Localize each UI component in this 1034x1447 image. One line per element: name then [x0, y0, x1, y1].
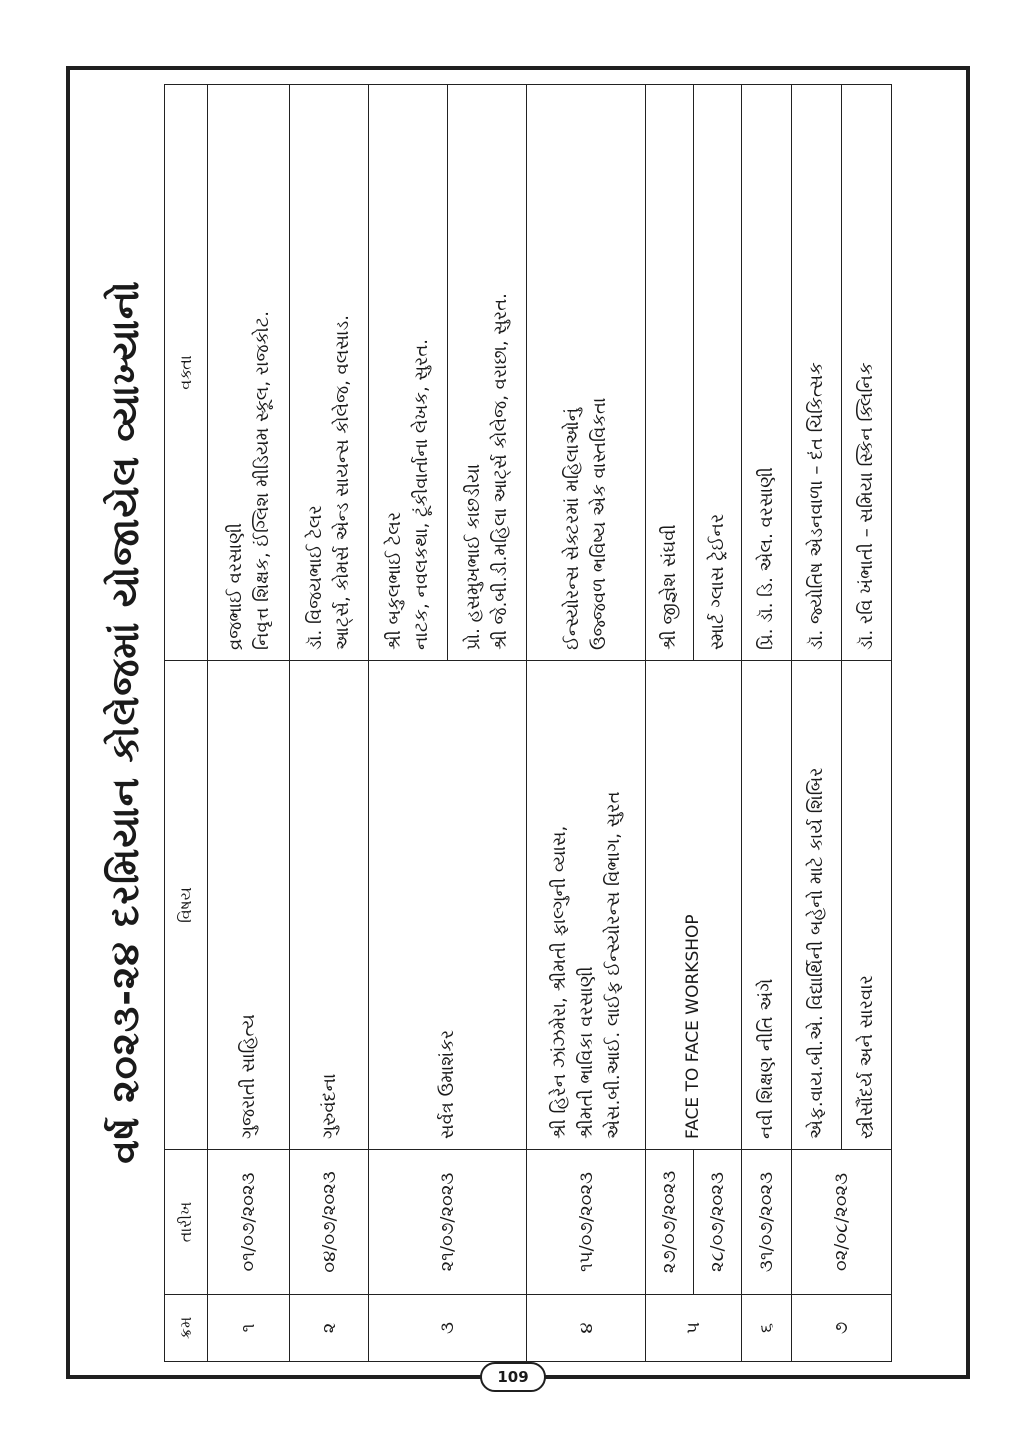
- page-title: વર્ષ ૨૦૨૩-૨૪ દરમિયાન કોલેજમાં યોજાયેલ વ્યાખ્યાનો: [103, 280, 147, 1164]
- row-speaker: ડૉ. વિજયભાઈ ટેલર આર્ટ્સ, કોમર્સ એન્ડ સાયન્સ કોલેજ, વલસાડ.: [290, 85, 369, 661]
- header-date: તારીખ: [165, 1150, 208, 1295]
- row-number: ૧: [208, 1295, 290, 1362]
- row-date: ૧૫/૦૭/૨૦૨૩: [527, 1150, 646, 1295]
- table-row: [369, 85, 448, 1362]
- row-number: ૭: [792, 1295, 892, 1362]
- table-header-row: [165, 85, 208, 1362]
- row-number: ૨: [290, 1295, 369, 1362]
- row-subject: સર્વત્ર ઉમાશંકર: [369, 661, 527, 1150]
- row-date: ૦૪/૦૭/૨૦૨૩: [290, 1150, 369, 1295]
- row-date: ૨૧/૦૭/૨૦૨૩: [369, 1150, 527, 1295]
- header-no: ક્રમ: [165, 1295, 208, 1362]
- row-subject: શ્રી હિરેન ઝાંઝમેરા, શ્રીમતી ફાલ્ગુની વ્યાસ, શ્રીમતી ભાવિકા વરસાણી એસ.બી.આઈ. લાઈફ ઈન્સ્યોરન્સ વિભાગ, સુરત: [527, 661, 646, 1150]
- row-date: ૩૧/૦૭/૨૦૨૩: [742, 1150, 792, 1295]
- row-number: ૪: [527, 1295, 646, 1362]
- lectures-table: [164, 84, 892, 1362]
- row-subject: ગુરુવંદના: [290, 661, 369, 1150]
- row-number: ૫: [646, 1295, 742, 1362]
- row-date: ૨૮/૦૭/૨૦૨૩: [694, 1150, 742, 1295]
- row-speaker: ડૉ. રવિ ખંભાતી – સમિયા સ્કિન ક્લિનિક: [842, 85, 892, 661]
- row-date: ૨૭/૦૭/૨૦૨૩: [646, 1150, 694, 1295]
- row-speaker: સ્માર્ટ ગ્લાસ ટ્રેઈનર: [694, 85, 742, 661]
- table-row: [527, 85, 646, 1362]
- row-speaker: ઈન્સ્યોરન્સ સેક્ટરમાં મહિલાઓનું ઉજ્જવળ ભવિષ્ય એક વાસ્તવિકતા: [527, 85, 646, 661]
- header-speaker: વક્તા: [165, 85, 208, 661]
- row-subject: FACE TO FACE WORKSHOP: [646, 661, 742, 1150]
- row-speaker: ડૉ. જ્યોતિષ એડનવાળા – દંત ચિકિત્સક: [792, 85, 842, 661]
- table-row: [742, 85, 792, 1362]
- row-date: ૦૧/૦૭/૨૦૨૩: [208, 1150, 290, 1295]
- row-speaker: વ્રજભાઈ વરસાણી નિવૃત્ત શિક્ષક, ઈંગ્લિશ મીડિયમ સ્કૂલ, રાજકોટ.: [208, 85, 290, 661]
- row-number: ૬: [742, 1295, 792, 1362]
- table-row: [290, 85, 369, 1362]
- table-row: [646, 85, 694, 1362]
- row-subject: ગુજરાતી સાહિત્ય: [208, 661, 290, 1150]
- row-speaker: શ્રી બકુલભાઈ ટેલર નાટક, નવલકથા, ટૂંકીવાર્તાના લેખક, સુરત.: [369, 85, 448, 661]
- row-speaker: પ્રિ. ડૉ. ડિ. એલ. વરસાણી: [742, 85, 792, 661]
- row-subject: એફ.વાય.બી.એ. વિદ્યાર્થિની બહેનો માટે કાર્ય શિબિર: [792, 661, 842, 1150]
- table-row: [208, 85, 290, 1362]
- row-speaker: પ્રો. હસમુખભાઈ કાછડીયા શ્રી જે.બી.ડી.મહિલા આર્ટ્સ કોલેજ, વરાછા, સુરત.: [448, 85, 527, 661]
- row-subject: સ્ત્રીસૌંદર્ય અને સારવાર: [842, 661, 892, 1150]
- table-row: [792, 85, 842, 1362]
- row-subject: નવી શિક્ષણ નીતિ અંગે: [742, 661, 792, 1150]
- header-subject: વિષય: [165, 661, 208, 1150]
- row-speaker: શ્રી જીજ્ઞેશ સંઘવી: [646, 85, 694, 661]
- rotated-content: [84, 82, 954, 1362]
- row-date: ૦૨/૦૮/૨૦૨૩: [792, 1150, 892, 1295]
- page-number: 109: [480, 1362, 546, 1392]
- row-number: ૩: [369, 1295, 527, 1362]
